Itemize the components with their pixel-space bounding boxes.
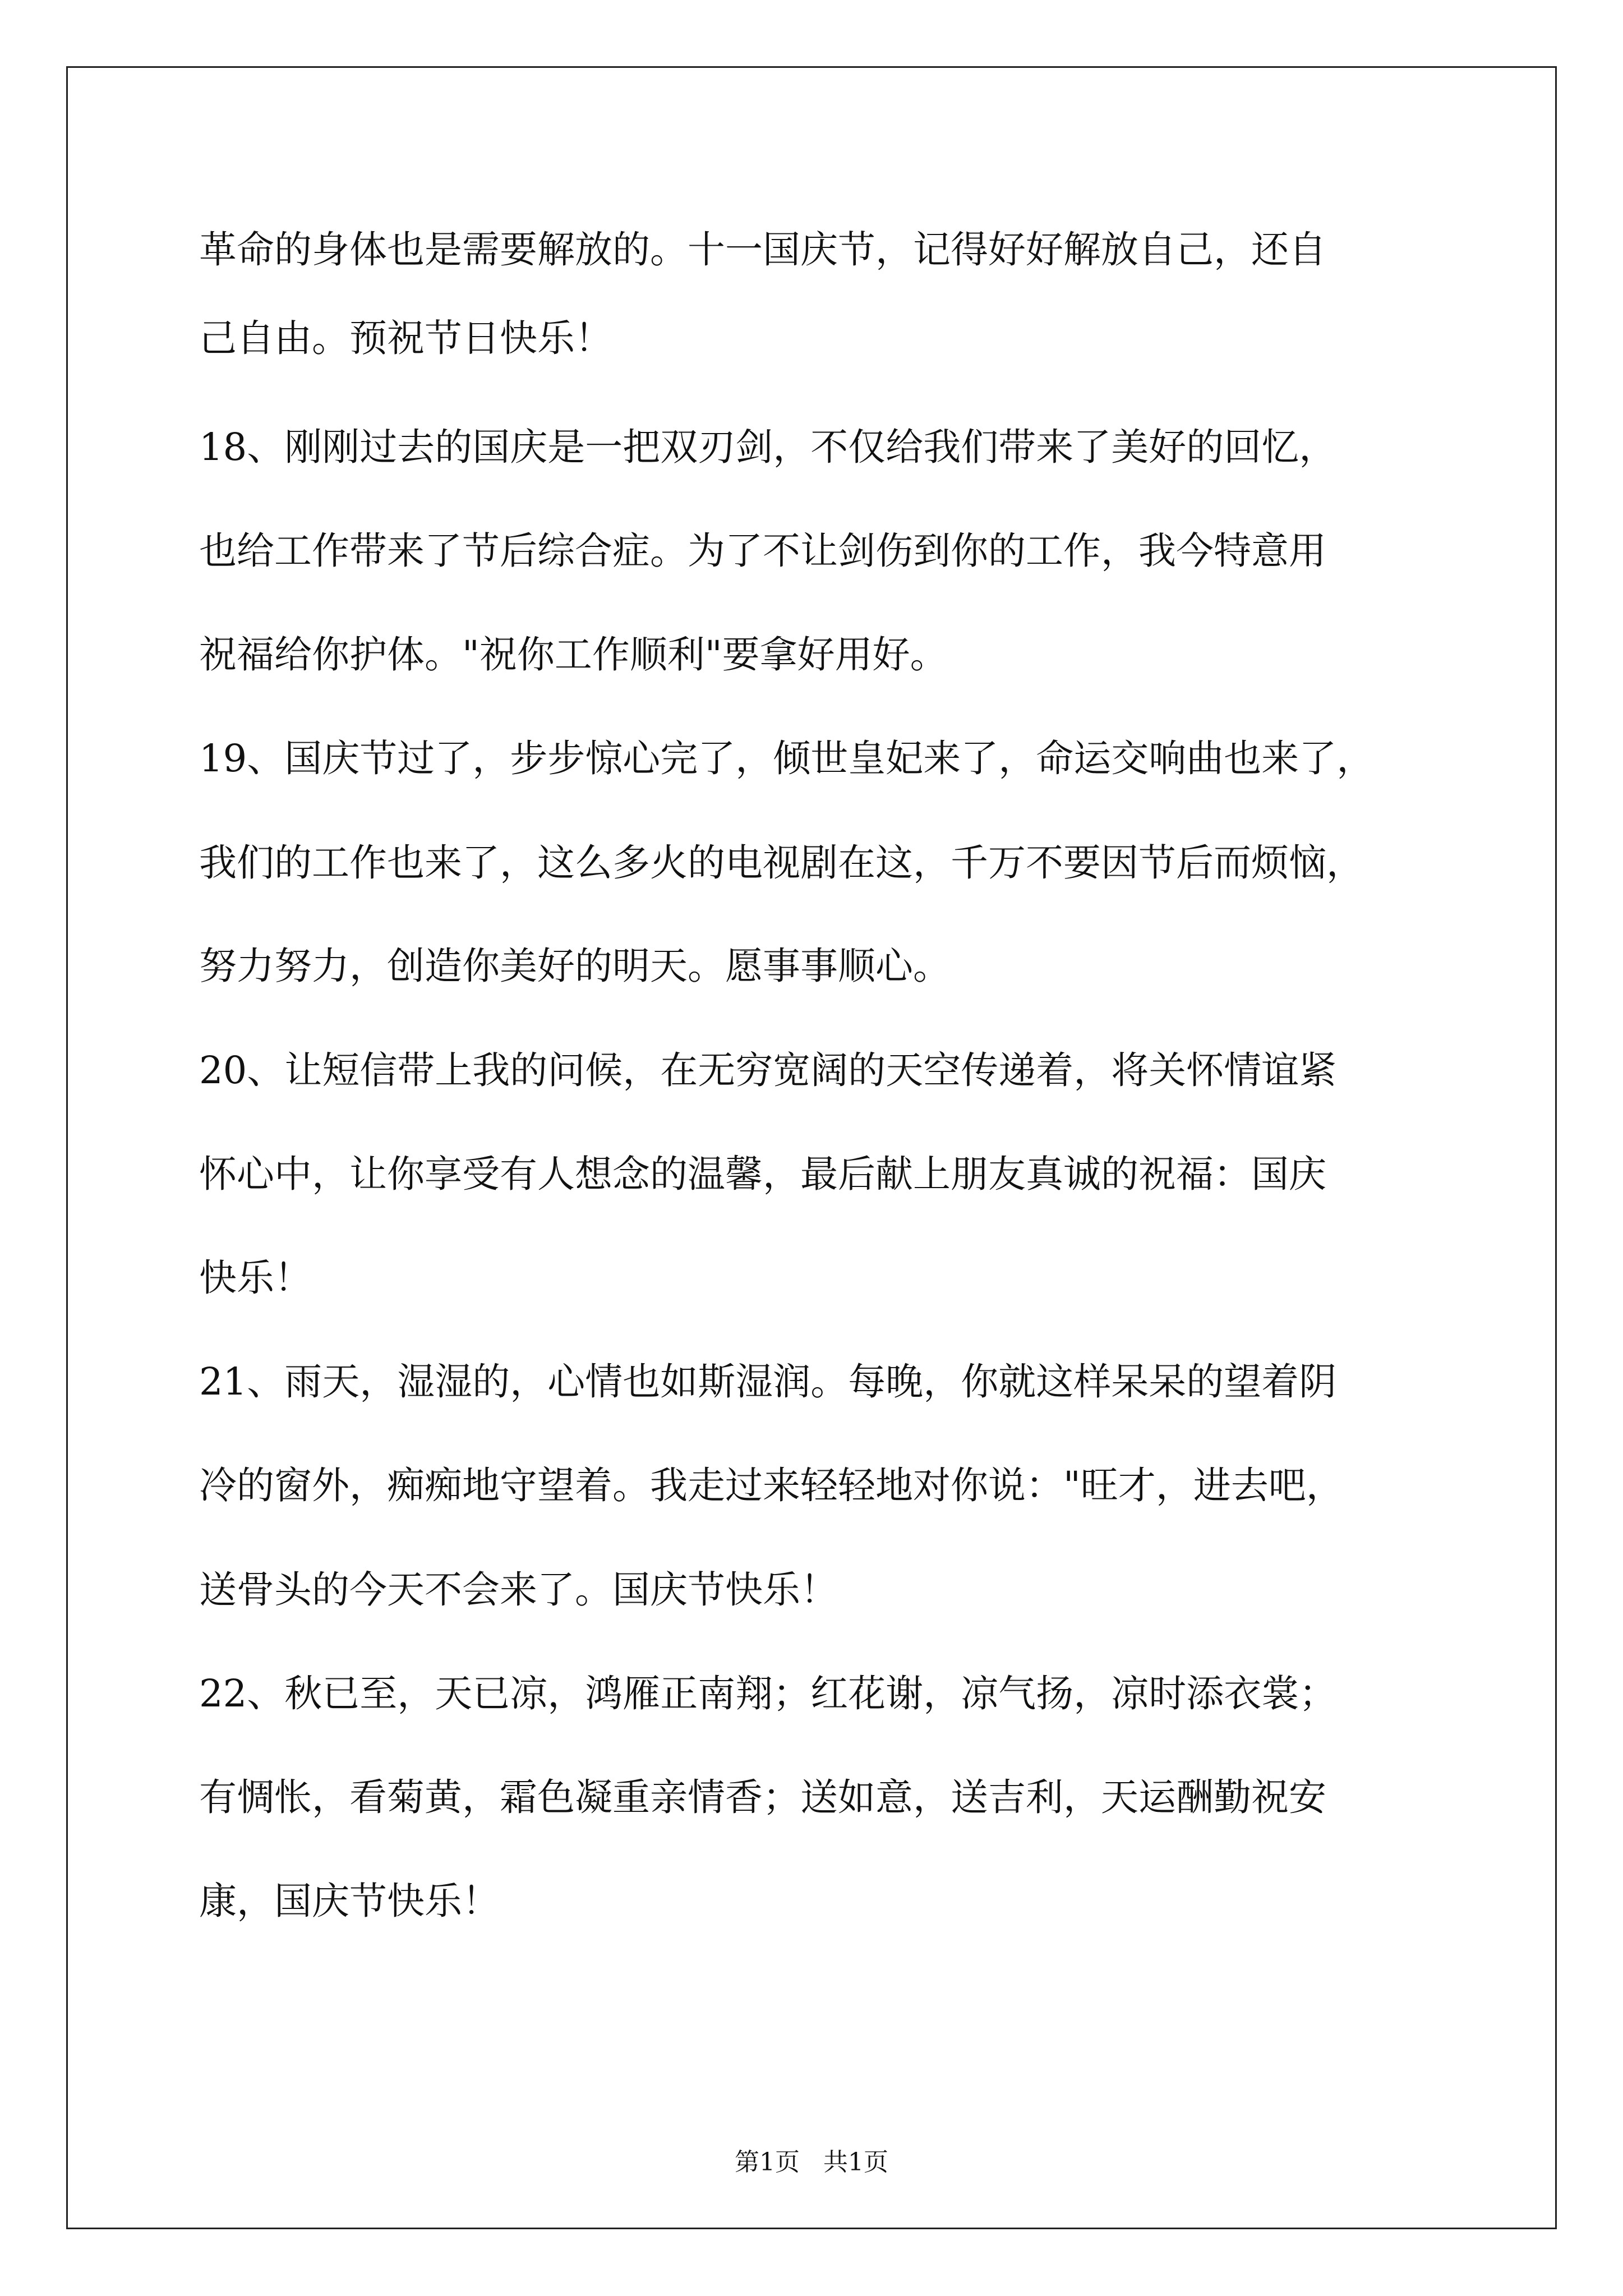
text-line: 冷的窗外，痴痴地守望着。我走过来轻轻地对你说："旺才，进去吧， <box>199 1464 1344 1507</box>
text-line: 祝福给你护体。"祝你工作顺利"要拿好用好。 <box>199 633 948 677</box>
text-line: 己自由。预祝节日快乐！ <box>199 316 612 360</box>
text-line: 22、秋已至，天已凉，鸿雁正南翔；红花谢，凉气扬，凉时添衣裳； <box>199 1672 1337 1715</box>
text-line: 20、让短信带上我的问候，在无穷宽阔的天空传递着，将关怀情谊紧 <box>199 1048 1337 1092</box>
text-line: 我们的工作也来了，这么多火的电视剧在这，千万不要因节后而烦恼， <box>199 841 1364 885</box>
text-line: 21、雨天，湿湿的，心情也如斯湿润。每晚，你就这样呆呆的望着阴 <box>199 1360 1337 1404</box>
page-footer: 第1页 共1页 <box>735 2148 888 2177</box>
text-line: 努力努力，创造你美好的明天。愿事事顺心。 <box>199 944 951 988</box>
text-line: 快乐！ <box>199 1256 312 1300</box>
text-line: 也给工作带来了节后综合症。为了不让剑伤到你的工作，我今特意用 <box>199 529 1326 573</box>
text-line: 19、国庆节过了，步步惊心完了，倾世皇妃来了，命运交响曲也来了， <box>199 737 1375 780</box>
text-line: 革命的身体也是需要解放的。十一国庆节，记得好好解放自己，还自 <box>199 228 1326 272</box>
text-line: 康，国庆节快乐！ <box>199 1879 500 1923</box>
text-line: 送骨头的今天不会来了。国庆节快乐！ <box>199 1568 838 1612</box>
text-line: 有惆怅，看菊黄，霜色凝重亲情香；送如意，送吉利，天运酬勤祝安 <box>199 1775 1326 1819</box>
text-line: 怀心中，让你享受有人想念的温馨，最后献上朋友真诚的祝福：国庆 <box>199 1152 1326 1196</box>
text-line: 18、刚刚过去的国庆是一把双刃剑，不仅给我们带来了美好的回忆， <box>199 425 1337 469</box>
